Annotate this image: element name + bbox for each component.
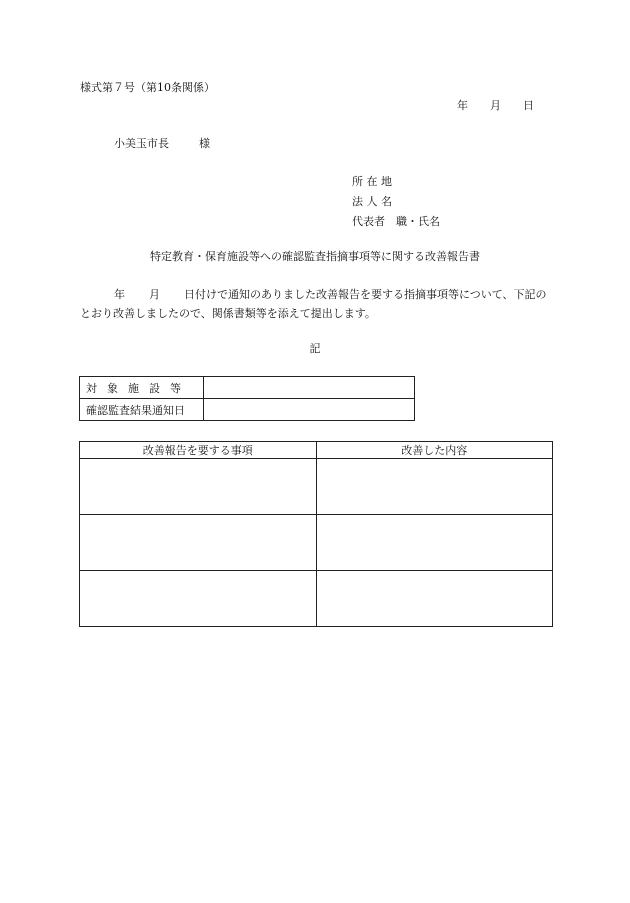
body-text: 日付けで通知のありました改善報告を要する指摘事項等について、下記のとおり改善しましたので、関係書類等を添えて提出します。 [80,288,547,320]
facility-value[interactable] [204,377,415,399]
body-paragraph [80,285,552,323]
facility-row [80,377,415,399]
date-line [457,99,534,113]
improved-content-cell[interactable] [316,571,553,627]
facility-table [79,376,415,421]
sender-corp-name-label: 法 人 名 [352,195,392,208]
table-row [80,515,553,571]
header-improved-content: 改善した内容 [316,442,553,459]
notice-date-row [80,399,415,421]
improved-content-cell[interactable] [316,515,553,571]
improved-content-cell[interactable] [316,459,553,515]
improvement-items-table [79,441,553,627]
date-day: 日 [523,99,534,112]
sender-representative-label: 代表者 職・氏名 [352,215,440,228]
table-row [80,459,553,515]
sender-block [352,175,440,235]
body-month: 月 [149,288,160,301]
notice-date-value[interactable] [204,399,415,421]
required-item-cell[interactable] [80,459,317,515]
addressee-honorific: 様 [199,137,210,150]
required-item-cell[interactable] [80,571,317,627]
date-year: 年 [457,99,468,112]
required-item-cell[interactable] [80,515,317,571]
sender-address-label: 所 在 地 [352,175,392,188]
items-header-row [80,442,553,459]
date-month: 月 [490,99,501,112]
addressee-name: 小美玉市長 [114,137,169,150]
ki-heading: 記 [309,342,321,355]
document-title: 特定教育・保育施設等への確認監査指摘事項等に関する改善報告書 [150,250,480,263]
addressee [114,137,210,151]
notice-date-label: 確認監査結果通知日 [80,399,204,421]
table-row [80,571,553,627]
form-number: 様式第７号（第10条関係） [80,81,215,94]
body-year: 年 [114,288,125,301]
header-required-items: 改善報告を要する事項 [80,442,317,459]
facility-label: 対象施設等 [80,377,204,399]
